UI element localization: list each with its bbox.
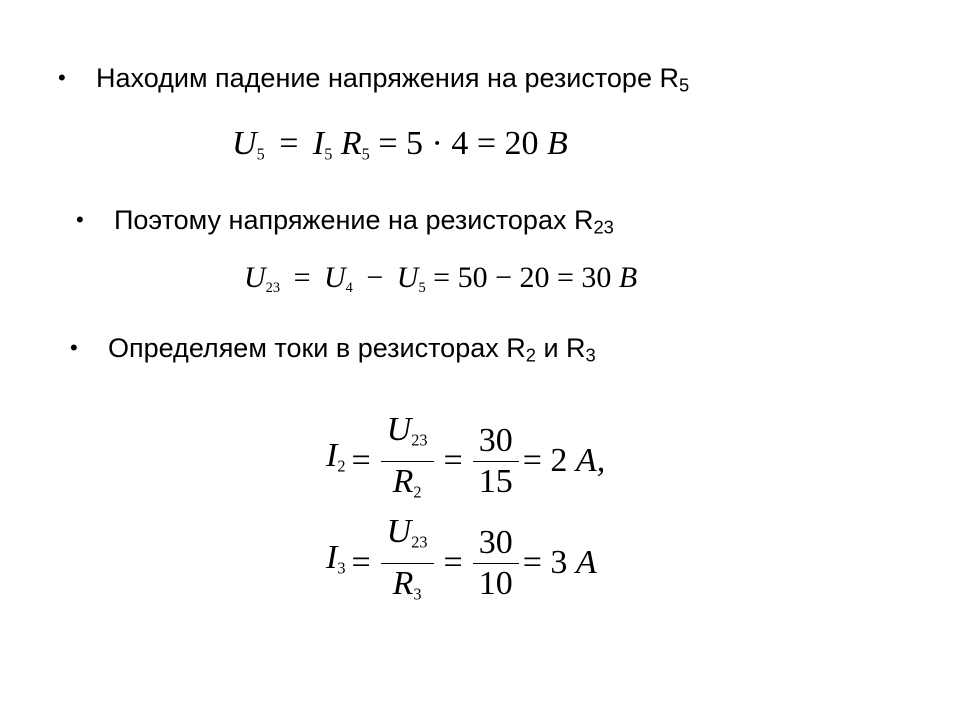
- bullet-3-sub: 2: [525, 344, 536, 366]
- eq2-sub-4: 4: [345, 280, 353, 297]
- bullet-1: [58, 62, 690, 102]
- eq4-unit: A: [575, 544, 597, 582]
- bullet-dot: •: [58, 65, 66, 90]
- eq2-var-u: U: [244, 261, 266, 294]
- eq3-fraction-numeric: [473, 421, 519, 502]
- bullet-dot: •: [70, 335, 78, 360]
- eq4-equals-2: =: [443, 544, 463, 582]
- eq3-den-sub: 2: [413, 482, 422, 502]
- bullet-3-mid: и R: [535, 333, 586, 363]
- bullet-2-sub: 23: [593, 216, 614, 238]
- eq3-den: R: [392, 462, 414, 500]
- bullet-3-text: Определяем токи в резисторах R: [108, 333, 526, 363]
- eq3-num2: 30: [478, 421, 513, 459]
- eq2-rest: = 50 − 20 = 30: [433, 261, 612, 294]
- eq2-var-u5: U: [396, 261, 419, 294]
- equation-u5: [232, 124, 568, 175]
- eq1-var-r: R: [340, 125, 362, 162]
- eq1-sub-5: 5: [256, 144, 265, 164]
- eq4-equals-1: =: [351, 544, 371, 582]
- eq1-sub-i5: 5: [324, 144, 333, 164]
- eq3-den2: 15: [473, 461, 519, 502]
- eq3-result: = 2: [522, 442, 568, 480]
- eq3-fraction-symbolic: [381, 410, 434, 512]
- eq4-num2: 30: [478, 523, 513, 561]
- bullet-3: [70, 332, 596, 372]
- bullet-1-sub: 5: [678, 74, 690, 96]
- eq4-lhs: I: [326, 538, 338, 576]
- eq4-fraction-numeric: [473, 523, 519, 604]
- eq1-rest: = 5 · 4 = 20: [378, 125, 539, 162]
- equation-u23: [244, 258, 637, 308]
- eq2-var-u4: U: [323, 261, 346, 294]
- eq4-fraction-symbolic: [381, 512, 434, 614]
- equation-i2: [326, 410, 605, 512]
- eq1-equals: =: [279, 125, 299, 162]
- bullet-1-text: Находим падение напряжения на резисторе R: [96, 63, 679, 93]
- eq3-num-sub: 23: [411, 430, 428, 450]
- eq1-var-i: I: [312, 125, 325, 162]
- eq1-sub-r5: 5: [361, 144, 370, 164]
- eq4-num: U: [386, 513, 412, 550]
- eq3-num: U: [386, 411, 412, 448]
- eq4-result: = 3: [522, 544, 568, 582]
- bullet-3-sub2: 3: [585, 344, 596, 366]
- eq3-unit: A,: [575, 442, 606, 480]
- eq3-lhs: I: [326, 436, 338, 474]
- eq1-var-u: U: [232, 125, 257, 162]
- bullet-dot: •: [76, 207, 84, 232]
- eq3-equals-2: =: [443, 442, 463, 480]
- bullet-2: [76, 204, 614, 244]
- eq4-den: R: [392, 564, 414, 602]
- eq4-den2: 10: [473, 563, 519, 604]
- eq4-num-sub: 23: [411, 532, 428, 552]
- eq4-den-sub: 3: [413, 584, 422, 604]
- eq2-equals: =: [293, 261, 311, 294]
- eq2-sub-5: 5: [418, 280, 426, 297]
- eq3-lhs-sub: 2: [337, 456, 346, 476]
- eq2-sub-23: 23: [265, 280, 281, 297]
- equation-i3: [326, 512, 597, 614]
- bullet-2-text: Поэтому напряжение на резисторах R: [114, 205, 594, 235]
- eq4-lhs-sub: 3: [337, 558, 346, 578]
- eq2-unit: B: [618, 261, 638, 294]
- eq1-unit: B: [547, 125, 568, 162]
- eq3-equals-1: =: [351, 442, 371, 480]
- eq2-minus: −: [366, 261, 384, 294]
